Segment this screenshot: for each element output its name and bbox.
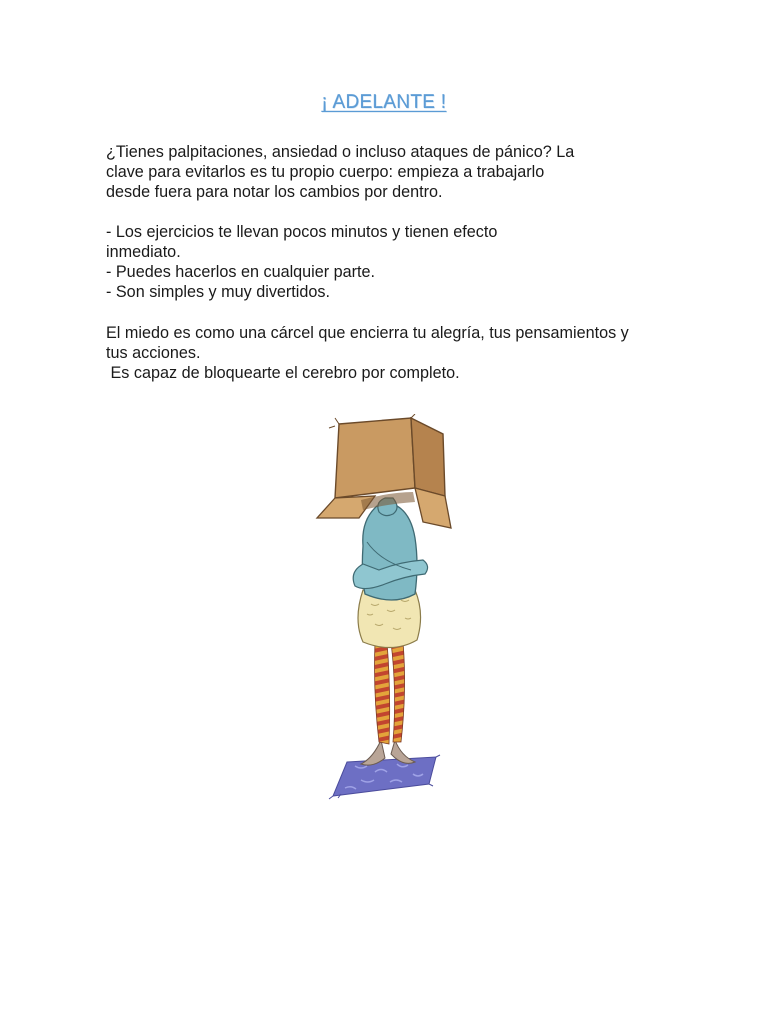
striped-stockings [375, 642, 405, 744]
sweater [353, 498, 427, 600]
page-title: ¡ ADELANTE ! [321, 92, 447, 113]
fear-paragraph: El miedo es como una cárcel que encierra tu alegría, tus pensamientos y tus acciones. Es capaz de bloquearte el cerebro por completo. [106, 324, 629, 382]
person-with-box-on-head-illustration [305, 414, 465, 804]
benefits-list-paragraph: - Los ejercicios te llevan pocos minutos y tienen efecto inmediato. - Puedes hacerlos en cualquier parte. - Son simples y muy divertidos. [106, 223, 498, 301]
rug [329, 755, 440, 799]
intro-paragraph: ¿Tienes palpitaciones, ansiedad o incluso ataques de pánico? La clave para evitarlos es tu propio cuerpo: empieza a trabajarlo desde fuera para notar los cambios por dentro. [106, 143, 575, 201]
